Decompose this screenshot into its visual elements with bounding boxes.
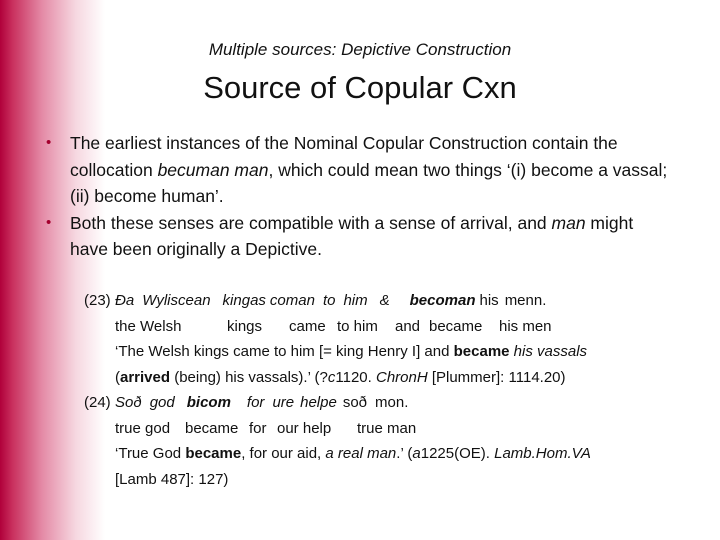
example-23-translation-line-1 (84, 339, 684, 365)
example-24-translation-line-2 (84, 467, 684, 493)
example-24-source-line (84, 390, 684, 416)
source-word: Wyliscean (142, 292, 211, 309)
bullet-text: The earliest instances of the Nominal Copular Construction contain the collocation (70, 133, 618, 180)
translation-text: ( (115, 368, 120, 386)
source-word-bold: becoman (409, 292, 476, 309)
source-word: soð (342, 394, 368, 411)
bullet-italic-term: becuman man (157, 159, 269, 180)
title-text: Source of Copular Cxn (203, 70, 517, 105)
source-word: coman (269, 292, 315, 309)
example-number: (24) (84, 394, 111, 411)
subtitle-text: Multiple sources: Depictive Construction (208, 40, 512, 59)
translation-text: 1225(OE). (420, 445, 495, 462)
translation-bold: became (453, 343, 510, 360)
example-number: (23) (84, 292, 111, 309)
gloss-word: to him (337, 317, 378, 335)
gloss-word: became (429, 317, 483, 335)
translation-bold: arrived (120, 368, 171, 386)
source-word: & (379, 292, 390, 309)
example-24-translation-line-1 (84, 441, 684, 467)
source-word: mon. (375, 394, 409, 411)
translation-text: 1120. (335, 368, 376, 386)
example-23-translation-line-2 (84, 365, 684, 391)
slide-subtitle (0, 40, 720, 60)
gloss-word: our help (277, 419, 332, 437)
source-word: god (149, 394, 175, 411)
translation-text: (being) his vassals).’ (? (170, 368, 328, 386)
translation-italic: a real man (325, 445, 397, 462)
source-word: menn. (504, 292, 547, 309)
translation-text: , for our aid, (241, 445, 326, 462)
translation-text: .’ ( (396, 445, 413, 462)
source-word: helpe (300, 394, 337, 411)
source-word: him (343, 292, 368, 309)
source-word: his (479, 292, 499, 309)
gloss-word: his men (499, 317, 552, 335)
gloss-word: the Welsh (115, 317, 182, 335)
source-word: to (322, 292, 336, 309)
example-24-gloss-line (84, 416, 684, 442)
examples-block (84, 288, 684, 492)
translation-text: ‘The Welsh kings came to him [= king Henry I] and (115, 343, 454, 360)
translation-italic: a (412, 445, 421, 462)
gloss-word: kings (227, 317, 263, 335)
source-word: ure (272, 394, 295, 411)
source-word: Soð (115, 394, 142, 411)
bullet-item (46, 210, 676, 263)
example-23-source-line (84, 288, 684, 314)
gloss-word: true god (115, 419, 171, 437)
translation-bold: became (185, 445, 242, 462)
translation-italic: Lamb.Hom.VA (494, 445, 591, 462)
translation-text: [Lamb 487]: 127) (115, 470, 229, 488)
source-word: for (246, 394, 265, 411)
gloss-word: came (289, 317, 326, 335)
example-23-gloss-line (84, 314, 684, 340)
translation-italic: ChronH (375, 368, 428, 386)
bullet-text: , which could mean two things ‘(i) become a vassal; (ii) become human’. (70, 159, 668, 206)
gloss-word: and (395, 317, 421, 335)
translation-italic: his vassals (513, 343, 588, 360)
gloss-word: became (185, 419, 239, 437)
bullet-list (46, 130, 676, 263)
bullet-italic-term: man (551, 212, 586, 233)
bullet-text: Both these senses are compatible with a sense of arrival, and (70, 212, 552, 233)
gloss-word: for (249, 419, 267, 437)
source-word: kingas (222, 292, 266, 309)
translation-text: ‘True God (115, 445, 186, 462)
slide-title (0, 70, 720, 106)
bullet-item (46, 130, 676, 210)
translation-italic: c (327, 368, 336, 386)
bullet-text: might have been originally a Depictive. (70, 212, 634, 259)
translation-text: [Plummer]: 1114.20) (427, 368, 566, 386)
source-word-bold: bicom (186, 394, 231, 411)
gloss-word: true man (357, 419, 417, 437)
source-word: Ða (115, 292, 135, 309)
